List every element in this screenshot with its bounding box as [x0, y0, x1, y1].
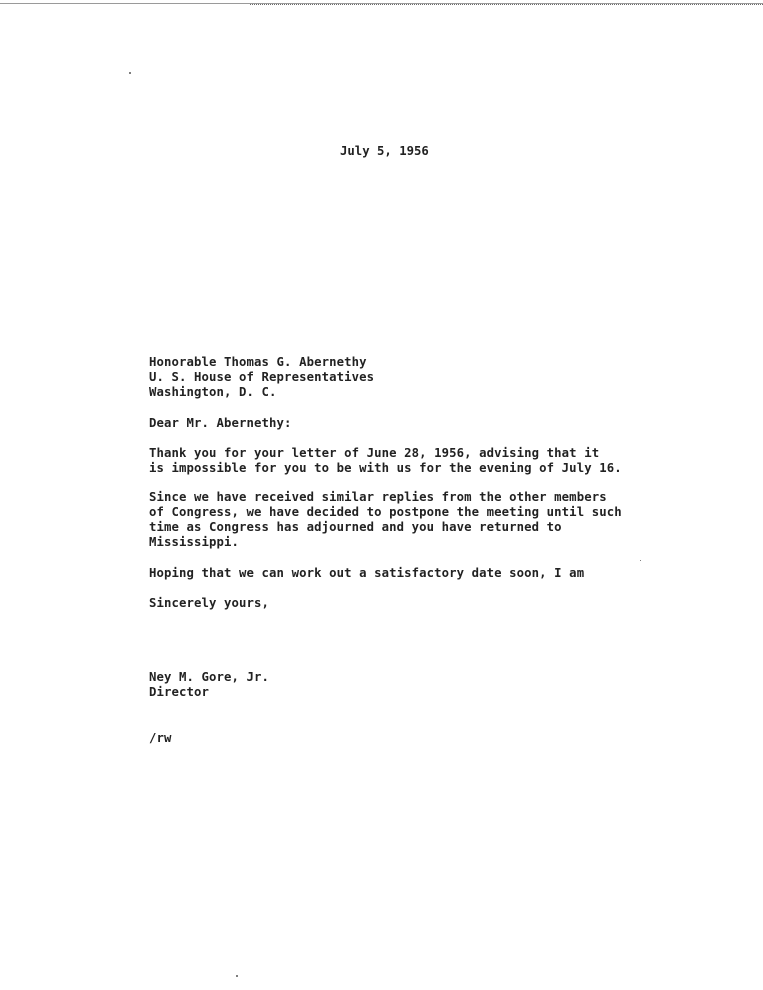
body-line: Hoping that we can work out a satisfactory date soon, I am: [149, 566, 585, 580]
letter-date: July 5, 1956: [340, 144, 429, 158]
body-line: is impossible for you to be with us for the evening of July 16.: [149, 461, 622, 475]
speck: [129, 72, 131, 74]
address-line: Washington, D. C.: [149, 385, 277, 399]
signer-name: Ney M. Gore, Jr.: [149, 670, 270, 684]
body-line: time as Congress has adjourned and you have returned to: [149, 520, 562, 534]
body-line: of Congress, we have decided to postpone the meeting until such: [149, 505, 622, 519]
address-line: U. S. House of Representatives: [149, 370, 375, 384]
typist-initials: /rw: [149, 731, 172, 745]
body-line: Mississippi.: [149, 535, 240, 549]
closing: Sincerely yours,: [149, 596, 270, 610]
address-line: Honorable Thomas G. Abernethy: [149, 355, 367, 369]
body-line: Since we have received similar replies from the other members: [149, 490, 607, 504]
signer-title: Director: [149, 685, 210, 699]
speck: [236, 975, 238, 977]
salutation: Dear Mr. Abernethy:: [149, 416, 292, 430]
body-line: Thank you for your letter of June 28, 1956, advising that it: [149, 446, 600, 460]
speck: [640, 560, 641, 561]
page-top-edge-mark: [250, 4, 763, 5]
